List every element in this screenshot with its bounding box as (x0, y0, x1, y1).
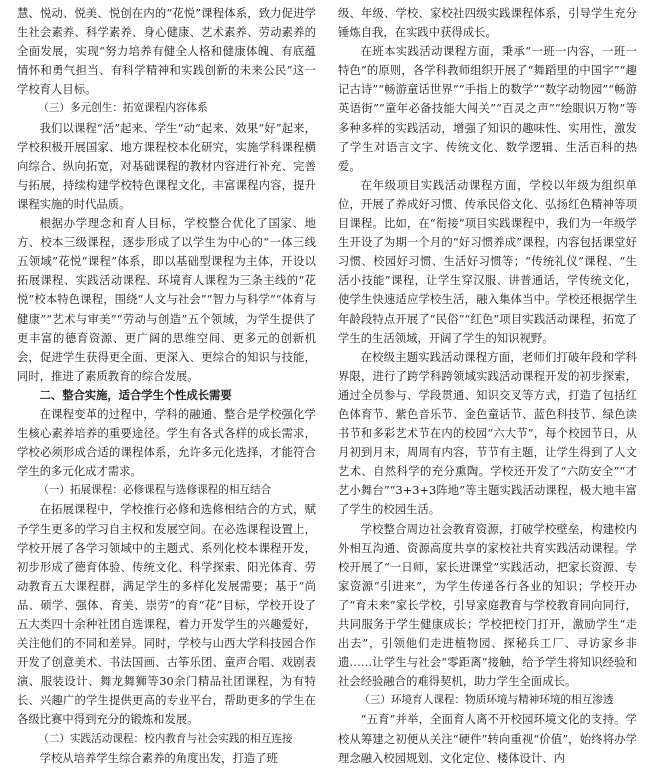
paragraph: 我们以课程“活”起来、学生“动”起来、效果“好”起来，学校积极开展国家、地方课程校本化研究，实施学科课程横向综合、纵向拓宽，对基础课程的教材内容进行补充、完善与拓展，持续构建学校特色课程文化，丰富课程内容，提升课程实施的时代品质。 (17, 121, 316, 211)
subsection-heading: （一）拓展课程：必修课程与选修课程的相互结合 (38, 484, 272, 497)
left-column (17, 4, 316, 765)
paragraph: 慧、悦动、悦美、悦创在内的“花悦”课程体系，致力促进学生社会素养、科学素养、身心健康、艺术素养、劳动素养的全面发展，实现“努力培养有健全人格和健康体魄、有底蕴情怀和勇气担当、有科学精神和实践创新的未来公民”这一学校育人目标。 (17, 7, 316, 97)
paragraph: 根据办学理念和育人目标，学校整合优化了国家、地方、校本三级课程，逐步形成了以学生为中心的“一体三线五领域”花悦“课程”体系，即以基础型课程为主体，开设以拓展课程、实践活动课程、环境育人课程为三条主线的“花悦”校本特色课程，围绕“人文与社会”“智力与科学”“体育与健康”“艺术与审美”“劳动与创造”五个领域，为学生提供了更丰富的德育资源、更广阔的思维空间、更多元的创新机会，促进学生获得更全面、更深入、更综合的知识与技能，同时，推进了素质教育的综合发展。 (17, 217, 316, 383)
subsection-heading: （三）环境育人课程：物质环境与精神环境的相互渗透 (359, 694, 614, 707)
paragraph: 学校从培养学生综合素养的角度出发，打造了班 (39, 751, 278, 765)
paragraph: 在课程变革的过程中，学科的融通、整合是学校强化学生核心素养培养的重要途径。学生有各式各样的成长需求，学校必须形成合适的课程体系，允许多元化选择，才能符合学生的多元化成才需求。 (17, 407, 316, 479)
paragraph: 在年级项目实践活动课程方面，学校以年级为组织单位，开展了养成好习惯、传承民俗文化、弘扬红色精神等项目课程。比如，在“衔接”项目实践课程中，我们为一年级学生开设了为期一个月的“好习惯养成”课程，内容包括课堂好习惯、校园好习惯、生活好习惯等；“传统礼仪”课程、“生活小技能”课程，让学生穿汉服、讲普通话，学传统文化，使学生快速适应学校生活，融入集体当中。学校还根据学生年龄段特点开展了“民俗”“红色”项目实践活动课程，拓宽了学生的生活领域，开阔了学生的知识视野。 (338, 178, 637, 345)
paragraph: 在班本实践活动课程方面，秉承“一班一内容，一班一特色”的原则，各学科教师组织开展了“舞蹈里的中国字”“趣记古诗”“畅游童话世界”“手指上的数学”“数字动物园”“畅游英语街”“童年必备技能大闯关”“百灵之声”“绘眼识万物”等多种多样的实践活动，增强了知识的趣味性、实用性，激发了学生对语言文字、传统文化、数学逻辑、生活百科的热爱。 (338, 45, 637, 173)
section-heading: 二、整合实施，适合学生个性成长需要 (39, 387, 232, 402)
paragraph: 在拓展课程中，学校推行必修和选修相结合的方式，赋予学生更多的学习自主权和发展空间。在必选课程设置上，学校开展了各学习领域中的主题式、系列化校本课程开发，初步形成了德育体验、传统文化、科学探索、阳光体育、劳动教育五大课程群，满足学生的多样化发展需要；基于“尚品、硕学、强体、育美、崇劳”的育“花”目标，学校开设了五大类四十余种社团自选课程，着力开发学生的兴趣爱好，关注他们的不同和差异。同时，学校与山西大学科技园合作开发了创意美术、书法国画、古筝乐团、童声合唱、戏剧表演、服装设计、舞龙舞狮等30余门精品社团课程，为有特长、兴趣广的学生提供更高的专业平台，帮助更多的学生在各级比赛中得到充分的锻炼和发展。 (17, 503, 316, 727)
subsection-heading: （三）多元创生：拓宽课程内容体系 (38, 102, 208, 115)
paragraph: “五育”并举，全面育人离不开校园环境文化的支持。学校从筹建之初便从关注“硬件”转向重视“价值”，始终将办学理念融入校园规划、文化定位、楼体设计、内 (338, 713, 637, 765)
right-column (338, 4, 637, 765)
paragraph: 在校级主题实践活动课程方面，老师们打破年段和学科界限，进行了跨学科跨领域实践活动课程开发的初步探索，通过全员参与、学段贯通、知识交叉等方式，打造了包括红色体育节、紫色音乐节、金色童话节、蓝色科技节、绿色读书节和多彩艺术节在内的校园“六大节”，每个校园节日，从月初到月末，周周有内容，节节有主题，让学生得到了人文艺术、自然科学的充分熏陶。学校还开发了“六防安全”“才艺小舞台”“3+3+3阵地”等主题实践活动课程，极大地丰富了学生的校园生活。 (338, 350, 637, 517)
subsection-heading: （二）实践活动课程：校内教育与社会实践的相互连接 (38, 732, 293, 745)
paragraph: 级、年级、学校、家校社四级实践课程体系，引导学生充分锤炼自我，在实践中获得成长。 (338, 7, 637, 40)
paragraph: 学校整合周边社会教育资源，打破学校壁垒，构建校内外相互沟通、资源高度共享的家校社共育实践活动课程。学校开展了“一日师，家长进课堂”实践活动，把家长资源、专家资源“引进来”，为学生传递各行各业的知识；学校开办了“育未来”家长学校，引导家庭教育与学校教育同向同行，共同服务于学生健康成长；学校把校门打开，激励学生“走出去”，引领他们走进植物园、探秘兵工厂、寻访家乡非遗……让学生与社会“零距离”接触，给予学生将知识经验和社会经验融合的难得契机，助力学生全面成长。 (338, 522, 637, 689)
